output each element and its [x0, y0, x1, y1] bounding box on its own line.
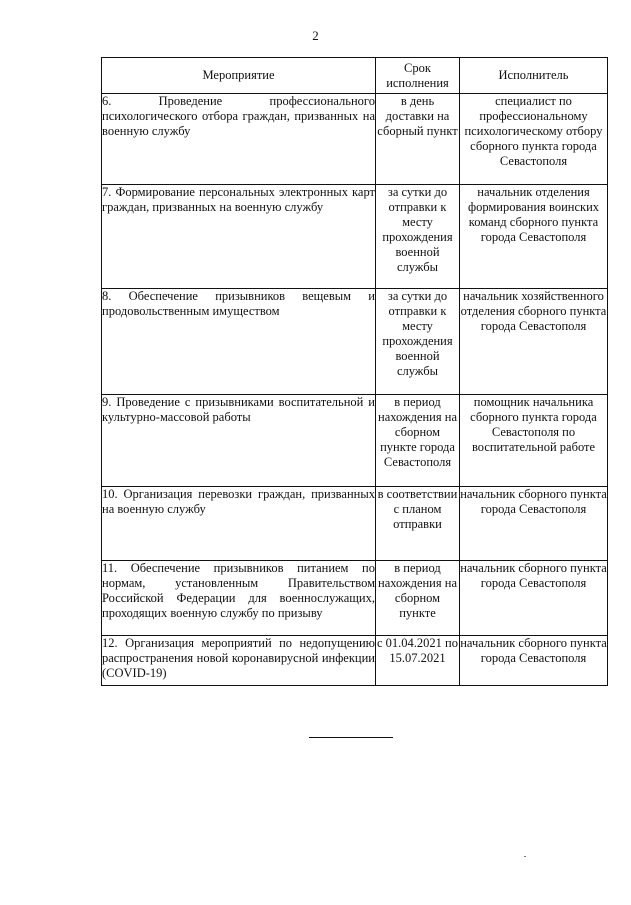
header-executor [460, 58, 608, 94]
header-deadline-label-1: Срок [404, 60, 431, 75]
page-number: 2 [312, 28, 319, 43]
table-row [102, 185, 608, 289]
executor-cell: начальник хозяйственного отделения сборного пункта города Севастополя [460, 289, 608, 395]
table-row [102, 561, 608, 636]
executor-cell: начальник сборного пункта города Севастополя [460, 487, 608, 561]
table-row [102, 636, 608, 686]
plan-table [101, 57, 608, 686]
action-cell: 10. Организация перевозки граждан, призванных на военную службу [102, 487, 376, 561]
action-cell: 8. Обеспечение призывников вещевым и продовольственным имуществом [102, 289, 376, 395]
deadline-cell: в период нахождения на сборном пункте города Севастополя [376, 395, 460, 487]
action-cell: 6. Проведение профессионального психологического отбора граждан, призванных на военную службу [102, 94, 376, 185]
deadline-cell: в день доставки на сборный пункт [376, 94, 460, 185]
header-deadline [376, 58, 460, 94]
executor-cell: начальник отделения формирования воинских команд сборного пункта города Севастополя [460, 185, 608, 289]
header-action-label: Мероприятие [202, 68, 275, 82]
action-cell: 11. Обеспечение призывников питанием по нормам, установленным Правительством Российской Федерации для военнослужащих, проходящих военную службу по призыву [102, 561, 376, 636]
deadline-cell: за сутки до отправки к месту прохождения военной службы [376, 289, 460, 395]
action-cell: 7. Формирование персональных электронных карт граждан, призванных на военную службу [102, 185, 376, 289]
deadline-cell: в период нахождения на сборном пункте [376, 561, 460, 636]
executor-cell: начальник сборного пункта города Севастополя [460, 636, 608, 686]
end-of-document-rule [309, 737, 393, 738]
executor-cell: специалист по профессиональному психологическому отбору сборного пункта города Севастополя [460, 94, 608, 185]
header-action [102, 58, 376, 94]
header-deadline-label-2: исполнения [386, 75, 449, 90]
deadline-cell: за сутки до отправки к месту прохождения военной службы [376, 185, 460, 289]
action-cell: 12. Организация мероприятий по недопущению распространения новой коронавирусной инфекции (COVID-19) [102, 636, 376, 686]
deadline-cell: с 01.04.2021 по 15.07.2021 [376, 636, 460, 686]
table-row [102, 487, 608, 561]
table-row [102, 94, 608, 185]
executor-cell: помощник начальника сборного пункта города Севастополя по воспитательной работе [460, 395, 608, 487]
table-header-row [102, 58, 608, 94]
table-row [102, 289, 608, 395]
header-executor-label: Исполнитель [498, 68, 569, 82]
action-cell: 9. Проведение с призывниками воспитательной и культурно-массовой работы [102, 395, 376, 487]
executor-cell: начальник сборного пункта города Севастополя [460, 561, 608, 636]
deadline-cell: в соответствии с планом отправки [376, 487, 460, 561]
scan-artifact [524, 856, 526, 857]
table-row [102, 395, 608, 487]
